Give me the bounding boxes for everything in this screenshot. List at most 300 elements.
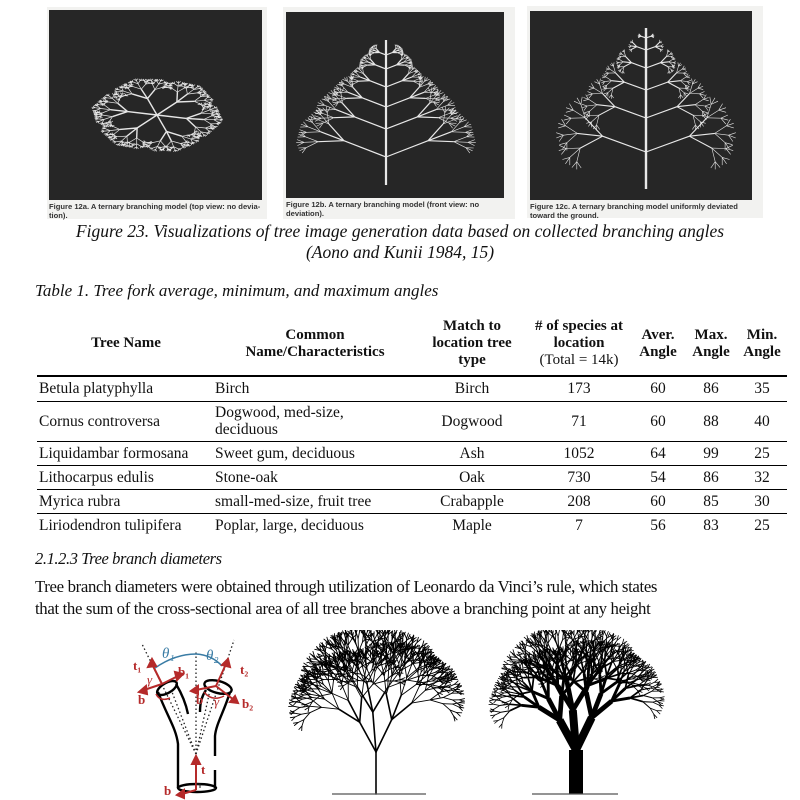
cell-avg-angle: 54	[631, 465, 685, 489]
branch-segment	[392, 632, 393, 638]
branch-segment	[632, 63, 647, 68]
branch-segment	[138, 81, 140, 84]
branch-segment	[504, 692, 511, 693]
branch-segment	[118, 93, 119, 95]
branch-segment	[137, 144, 141, 146]
branch-segment	[401, 685, 416, 696]
branch-segment	[105, 129, 110, 131]
table-header-row	[37, 312, 787, 376]
branch-segment	[603, 94, 616, 107]
branch-segment	[304, 694, 311, 695]
branch-segment	[114, 96, 117, 97]
cell-match: Ash	[417, 441, 527, 465]
branch-segment	[582, 104, 587, 106]
paragraph-line-2: that the sum of the cross-sectional area of all tree branches above a branching point at any height	[35, 599, 651, 618]
branch-segment	[454, 137, 467, 142]
header-common-name: Common Name/Characteristics	[213, 312, 417, 376]
branch-segment	[689, 136, 711, 148]
branch-segment	[695, 99, 703, 104]
branch-segment	[210, 126, 213, 127]
cell-species: 730	[527, 465, 631, 489]
branch-segment	[495, 712, 501, 715]
branch-segment	[157, 115, 167, 131]
table-row	[37, 489, 787, 513]
branch-segment	[601, 80, 605, 81]
branch-segment	[495, 711, 501, 712]
branch-segment	[191, 138, 197, 139]
cell-tree-name: Liriodendron tulipifera	[39, 516, 182, 534]
branch-segment	[489, 702, 493, 705]
branch-segment	[632, 47, 637, 50]
branch-segment	[176, 81, 178, 83]
branch-segment	[112, 95, 114, 98]
branch-outline	[155, 678, 233, 792]
branch-segment	[494, 686, 498, 689]
branch-segment	[705, 104, 710, 106]
branch-segment	[646, 63, 661, 68]
branch-segment	[315, 116, 322, 119]
branch-segment	[338, 686, 343, 687]
branch-segment	[99, 111, 100, 113]
branch-segment	[519, 663, 520, 668]
branch-segment	[306, 142, 318, 148]
branch-segment	[402, 81, 413, 82]
branch-segment	[193, 86, 194, 89]
branch-segment	[677, 94, 690, 107]
branch-segment	[177, 88, 184, 92]
cell-max-angle: 83	[703, 516, 719, 534]
figure-12a-panel	[47, 7, 267, 219]
cell-max-angle: 86	[685, 376, 737, 401]
branch-segment	[405, 664, 407, 677]
branch-segment	[98, 119, 104, 120]
branch-segment	[395, 634, 396, 640]
branch-segment	[504, 661, 509, 664]
branch-segment	[404, 633, 406, 638]
branch-segment	[356, 659, 357, 666]
branch-segment	[295, 714, 301, 717]
branch-segment	[556, 133, 563, 136]
branch-segment	[302, 704, 307, 705]
table-caption: Table 1. Tree fork average, minimum, and maximum angles	[35, 281, 439, 300]
header-max-angle: Max. Angle	[685, 312, 737, 376]
branch-segment	[359, 81, 370, 82]
branch-segment	[673, 59, 676, 60]
branch-segment	[619, 59, 623, 62]
branch-segment	[572, 162, 577, 168]
branch-segment	[144, 79, 146, 81]
branch-segment	[167, 141, 172, 146]
branch-segment	[435, 97, 440, 99]
branch-segment	[353, 79, 359, 81]
section-heading: 2.1.2.3 Tree branch diameters	[35, 549, 222, 568]
branch-segment	[647, 670, 648, 675]
branch-segment	[560, 696, 562, 720]
branch-segment	[401, 680, 406, 681]
branch-segment	[160, 131, 166, 140]
branch-segment	[670, 54, 673, 55]
figure-12b-panel	[283, 7, 515, 219]
branch-segment	[363, 63, 368, 65]
branch-segment	[334, 117, 355, 118]
cell-avg-angle: 64	[631, 441, 685, 465]
branch-segment	[613, 82, 624, 88]
branch-segment	[186, 118, 195, 127]
branch-segment	[196, 127, 206, 128]
branch-segment	[293, 706, 299, 707]
branch-segment	[395, 630, 397, 634]
branch-segment	[354, 640, 359, 650]
branch-segment	[443, 693, 452, 697]
cell-min-angle: 35	[737, 376, 787, 401]
branch-segment	[148, 99, 158, 115]
branch-segment	[386, 117, 417, 129]
branch-segment	[637, 47, 646, 50]
figure-12c-caption: Figure 12c. A ternary branching model uniformly deviated toward the ground.	[530, 202, 738, 220]
branch-segment	[606, 69, 610, 70]
branch-segment	[428, 141, 454, 142]
header-min-angle: Min. Angle	[737, 312, 787, 376]
branch-segment	[386, 81, 402, 87]
branch-segment	[604, 631, 606, 636]
cell-match: Crabapple	[417, 489, 527, 513]
branch-segment	[375, 65, 386, 69]
branch-segment	[614, 62, 615, 66]
branch-segment	[683, 72, 687, 74]
branch-segment	[657, 711, 661, 715]
branch-segment	[186, 113, 201, 118]
branch-segment	[558, 630, 560, 637]
branch-segment	[136, 79, 137, 81]
branch-segment	[451, 116, 458, 119]
cell-tree-name: Betula platyphylla	[37, 376, 213, 401]
branch-segment	[611, 95, 613, 98]
branch-segment	[538, 684, 543, 685]
branch-segment	[357, 667, 358, 688]
cell-tree-name: Liquidambar formosana	[37, 441, 213, 465]
branch-segment	[603, 136, 646, 152]
branch-segment	[137, 115, 157, 128]
branch-segment	[157, 81, 159, 84]
branch-segment	[710, 97, 711, 105]
b1-label: b₁	[178, 664, 190, 679]
branch-segment	[682, 69, 686, 70]
branch-segment	[127, 136, 128, 142]
branch-segment	[721, 115, 728, 118]
branch-segment	[715, 162, 720, 168]
cell-match: Dogwood	[417, 401, 527, 441]
branch-segment	[193, 85, 195, 87]
branch-segment	[134, 147, 137, 148]
branch-segment	[332, 680, 334, 693]
cell-common-name: Birch	[213, 376, 417, 401]
branch-segment	[320, 665, 322, 670]
branch-segment	[700, 92, 705, 94]
branch-segment	[186, 118, 203, 119]
branch-segment	[295, 713, 301, 714]
branch-segment	[360, 698, 362, 722]
branch-segment	[653, 702, 659, 705]
gamma-right-label: γ	[214, 694, 220, 709]
cell-min-angle: 25	[754, 516, 770, 534]
branch-segment	[338, 95, 347, 98]
cell-species: 1052	[527, 441, 631, 465]
branch-segment	[646, 47, 655, 50]
branch-segment	[426, 95, 435, 98]
cell-max-angle: 86	[685, 465, 737, 489]
cell-tree-name: Cornus controversa	[37, 401, 213, 441]
branch-segment	[655, 47, 660, 50]
branch-segment	[306, 676, 314, 677]
branch-segment	[333, 91, 338, 93]
t-label: t	[201, 762, 206, 777]
branch-segment	[340, 674, 345, 675]
branch-segment	[687, 80, 691, 81]
branch-segment	[151, 79, 153, 81]
branch-segment	[624, 63, 631, 67]
branch-segment	[597, 105, 615, 107]
branch-segment	[400, 649, 401, 656]
branch-segment	[566, 126, 578, 134]
branch-segment	[412, 686, 420, 703]
branch-segment	[348, 638, 352, 645]
branch-segment	[305, 137, 318, 142]
branch-segment	[413, 79, 419, 81]
b-left-label: b	[138, 692, 146, 707]
branch-segment	[495, 689, 499, 692]
branch-segment	[177, 92, 178, 102]
branch-segment	[174, 84, 178, 87]
gamma-left-label: γ	[147, 672, 153, 687]
branch-segment	[680, 77, 686, 81]
branch-segment	[376, 720, 392, 752]
branch-segment	[646, 136, 689, 152]
branch-segment	[313, 684, 320, 689]
branch-segment	[137, 138, 144, 142]
branch-segment	[424, 664, 425, 674]
branch-segment	[624, 662, 625, 672]
branch-segment	[581, 97, 582, 105]
branch-segment	[352, 630, 355, 631]
branch-segment	[712, 148, 722, 157]
branch-segment	[600, 79, 601, 84]
cell-avg-angle: 60	[631, 376, 685, 401]
branch-segment	[712, 148, 715, 162]
figure-12a-tree-top-view	[47, 7, 267, 202]
table-row	[37, 465, 787, 489]
branch-segment	[605, 72, 609, 74]
branch-segment	[173, 150, 175, 152]
branch-segment	[352, 673, 362, 675]
branch-segment	[443, 698, 452, 700]
table-row	[37, 401, 787, 441]
branch-segment	[558, 126, 565, 128]
branch-segment	[204, 100, 209, 102]
branch-segment	[318, 671, 326, 672]
branch-segment	[386, 65, 397, 69]
header-average-angle: Aver. Angle	[631, 312, 685, 376]
cell-common-name: Stone-oak	[213, 465, 417, 489]
branch-segment	[376, 45, 377, 47]
branch-segment	[643, 696, 652, 698]
branch-segment	[585, 118, 603, 136]
da-vinci-tree-diagram	[480, 630, 680, 800]
branch-segment	[577, 148, 580, 162]
branch-segment	[518, 669, 526, 670]
branch-segment	[307, 132, 321, 133]
branch-segment	[417, 117, 438, 118]
branch-segment	[577, 162, 581, 168]
branch-segment	[453, 704, 459, 707]
cell-species: 208	[527, 489, 631, 513]
branch-segment	[454, 142, 466, 148]
branch-segment	[207, 107, 208, 109]
branch-segment	[358, 631, 360, 639]
theta1-label: θ₁	[162, 646, 175, 662]
cell-common-name: small-med-size, fruit tree	[213, 489, 417, 513]
branch-segment	[204, 116, 212, 120]
cell-match: Oak	[417, 465, 527, 489]
branch-segment	[619, 54, 622, 55]
branch-segment	[532, 678, 534, 691]
branch-segment	[182, 147, 183, 149]
branch-segment	[148, 90, 155, 99]
branch-segment	[102, 110, 110, 113]
branch-segment	[494, 706, 500, 710]
table-row	[37, 441, 787, 465]
branch-segment	[344, 141, 386, 157]
table-row	[37, 513, 787, 537]
branch-segment	[177, 86, 178, 92]
figure-caption	[0, 221, 800, 263]
branch-segment	[648, 682, 654, 685]
branch-segment	[307, 662, 312, 663]
header-species-count: # of species at location (Total = 14k)	[527, 312, 631, 376]
branch-segment	[386, 694, 391, 719]
branch-segment	[624, 82, 646, 90]
figure-12b-tree-front-view	[283, 7, 515, 202]
branch-segment	[496, 695, 503, 696]
branch-segment	[386, 141, 428, 157]
branch-segment	[510, 705, 522, 710]
branch-segment	[692, 79, 693, 84]
branch-segment	[678, 62, 679, 66]
cell-common-name: Dogwood, med-size, deciduous	[213, 401, 417, 441]
cell-avg-angle: 56	[650, 516, 666, 534]
branch-segment	[506, 681, 514, 682]
branch-segment	[677, 105, 695, 107]
cell-min-angle: 32	[737, 465, 787, 489]
branch-segment	[304, 142, 318, 143]
branch-segment	[703, 99, 708, 101]
branch-segment	[201, 113, 211, 114]
branch-segment	[113, 112, 128, 117]
branch-segment	[300, 694, 305, 695]
branch-segment	[589, 88, 594, 89]
t2-label: t₂	[240, 662, 249, 677]
branch-segment	[177, 101, 194, 102]
branch-segment	[111, 121, 113, 123]
branch-segment	[210, 111, 212, 113]
branch-segment	[310, 664, 316, 665]
branch-segment	[606, 77, 612, 81]
cell-avg-angle: 60	[631, 489, 685, 513]
branch-segment	[112, 93, 114, 95]
branch-segment	[372, 682, 386, 694]
body-paragraph	[35, 576, 775, 620]
cell-match: Maple	[452, 516, 492, 534]
t1-label: t₁	[133, 658, 142, 673]
branch-segment	[583, 99, 588, 101]
branch-segment	[588, 92, 593, 94]
branch-segment	[215, 116, 216, 118]
branch-segment	[355, 117, 386, 129]
cell-max-angle: 88	[685, 401, 737, 441]
branch-segment	[646, 107, 677, 118]
branch-segment	[300, 130, 307, 133]
branch-segment	[454, 142, 468, 143]
branch-segment	[171, 141, 180, 144]
branch-segment	[447, 672, 448, 677]
branch-segment	[312, 696, 319, 702]
cell-avg-angle: 60	[631, 401, 685, 441]
figure-12b-caption: Figure 12b. A ternary branching model (front view: no deviation).	[286, 200, 480, 218]
cell-max-angle: 85	[685, 489, 737, 513]
branch-segment	[115, 91, 118, 92]
branch-segment	[715, 126, 727, 134]
branch-segment	[352, 630, 353, 632]
branch-segment	[289, 704, 293, 707]
branch-segment	[668, 82, 679, 88]
branch-segment	[548, 636, 552, 643]
branch-segment	[310, 707, 322, 712]
cell-species: 173	[527, 376, 631, 401]
branch-segment	[405, 648, 406, 655]
branch-segment	[141, 84, 146, 89]
branch-segment	[654, 679, 658, 682]
branch-segment	[203, 135, 204, 137]
branch-segment	[409, 659, 414, 664]
branch-segment	[304, 663, 309, 666]
cell-common-name: Poplar, large, deciduous	[215, 516, 364, 534]
branch-segment	[719, 110, 726, 112]
branch-segment	[493, 704, 499, 705]
branch-segment	[434, 91, 439, 93]
branch-segment	[160, 141, 165, 146]
branch-segment	[692, 125, 695, 130]
branch-segment	[451, 132, 465, 133]
branch-segment	[171, 88, 178, 92]
branch-segment	[118, 91, 124, 92]
branch-segment	[386, 98, 410, 107]
branch-segment	[346, 98, 362, 99]
branch-segment	[104, 131, 110, 132]
figure-caption-line-2: (Aono and Kunii 1984, 15)	[305, 242, 495, 262]
branch-segment	[117, 136, 127, 137]
branch-segment	[204, 120, 211, 124]
branch-segment	[204, 100, 210, 101]
branch-segment	[570, 148, 580, 157]
branch-segment	[643, 691, 652, 695]
branch-segment	[294, 688, 298, 691]
branch-segment	[602, 77, 606, 78]
branch-segment	[660, 697, 665, 698]
branch-segment	[597, 125, 600, 130]
branch-segment	[661, 63, 668, 67]
branch-segment	[711, 162, 715, 168]
branch-segment	[677, 107, 693, 116]
branch-segment	[726, 126, 733, 128]
